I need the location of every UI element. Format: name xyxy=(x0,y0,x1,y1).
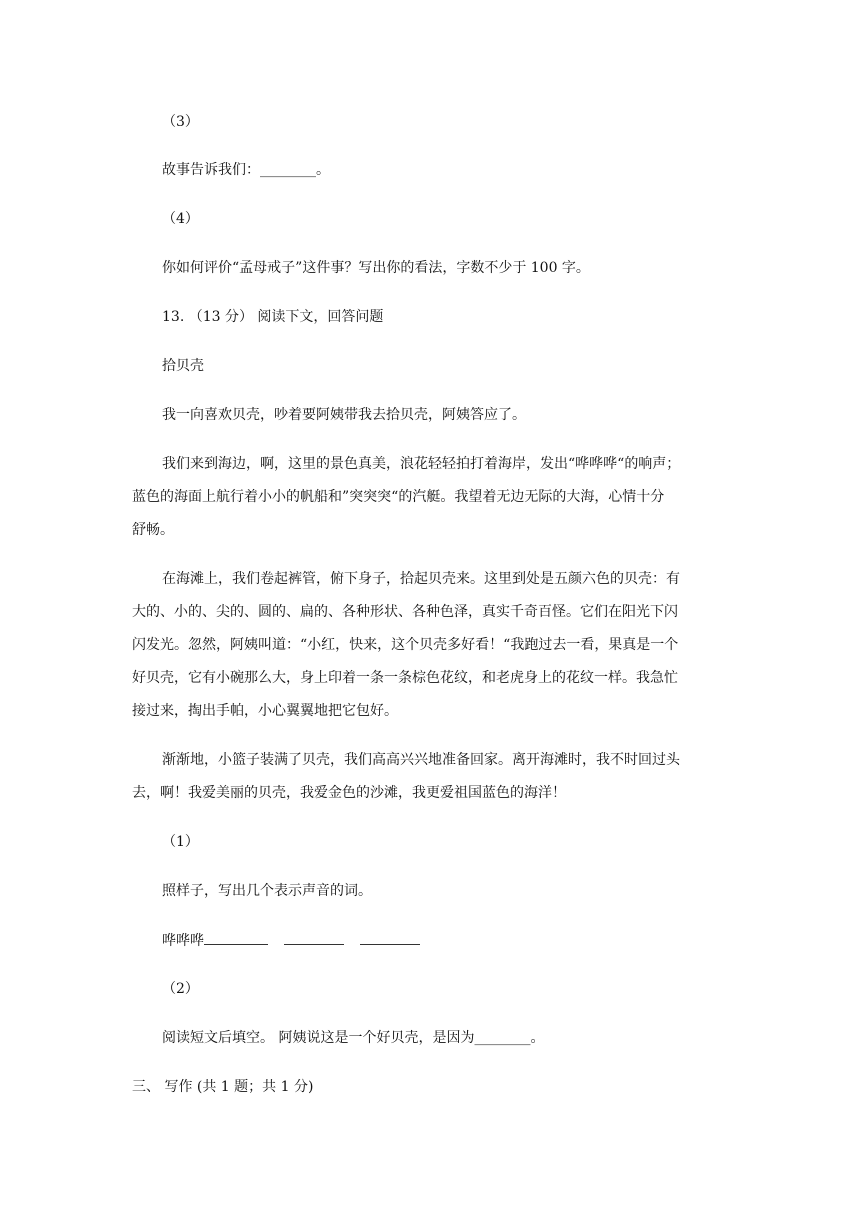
q13-header: 13. （13 分） 阅读下文，回答问题 xyxy=(162,309,384,325)
section-3-header: 三、 写作 (共 1 题；共 1 分) xyxy=(132,1079,314,1095)
passage-paragraph-3-line-3: 闪发光。忽然，阿姨叫道：“小红，快来，这个贝壳多好看！“我跑过去一看，果真是一个 xyxy=(132,637,679,653)
answer-blank-2[interactable] xyxy=(284,930,344,945)
passage-paragraph-4-line-1: 渐渐地，小篮子装满了贝壳，我们高高兴兴地准备回家。离开海滩时，我不时回过头 xyxy=(162,752,680,768)
q12-sub4-label: （4） xyxy=(162,211,199,227)
passage-paragraph-2-line-2: 蓝色的海面上航行着小小的帆船和”突突突“的汽艇。我望着无边无际的大海，心情十分 xyxy=(132,489,665,505)
sound-words-answer-row xyxy=(162,930,420,951)
q12-sub3-text: 故事告诉我们：________。 xyxy=(162,162,330,178)
passage-paragraph-4-line-2: 去，啊！我爱美丽的贝壳，我爱金色的沙滩，我更爱祖国蓝色的海洋！ xyxy=(132,785,566,801)
passage-paragraph-2-line-1: 我们来到海边，啊，这里的景色真美，浪花轻轻拍打着海岸，发出“哗哗哗“的响声； xyxy=(162,456,681,472)
sound-word-example: 哗哗哗 xyxy=(162,933,204,949)
passage-paragraph-2-line-3: 舒畅。 xyxy=(132,522,174,538)
q13-sub2-label: （2） xyxy=(162,981,199,997)
passage-paragraph-1: 我一向喜欢贝壳，吵着要阿姨带我去拾贝壳，阿姨答应了。 xyxy=(162,407,526,423)
q13-sub1-text: 照样子，写出几个表示声音的词。 xyxy=(162,883,372,899)
q13-sub2-text: 阅读短文后填空。 阿姨说这是一个好贝壳，是因为________。 xyxy=(162,1030,545,1046)
q12-sub3-label: （3） xyxy=(162,114,199,130)
q12-sub4-text: 你如何评价“孟母戒子”这件事？写出你的看法，字数不少于 100 字。 xyxy=(162,260,590,276)
passage-paragraph-3-line-4: 好贝壳，它有小碗那么大，身上印着一条一条棕色花纹，和老虎身上的花纹一样。我急忙 xyxy=(132,670,678,686)
passage-paragraph-3-line-1: 在海滩上，我们卷起裤管，俯下身子，拾起贝壳来。这里到处是五颜六色的贝壳：有 xyxy=(162,571,680,587)
passage-paragraph-3-line-5: 接过来，掏出手帕，小心翼翼地把它包好。 xyxy=(132,703,398,719)
answer-blank-3[interactable] xyxy=(360,930,420,945)
passage-paragraph-3-line-2: 大的、小的、尖的、圆的、扁的、各种形状、各种色泽，真实千奇百怪。它们在阳光下闪 xyxy=(132,604,678,620)
passage-title: 拾贝壳 xyxy=(162,358,204,374)
q13-sub1-label: （1） xyxy=(162,834,199,850)
answer-blank-1[interactable] xyxy=(204,930,268,945)
